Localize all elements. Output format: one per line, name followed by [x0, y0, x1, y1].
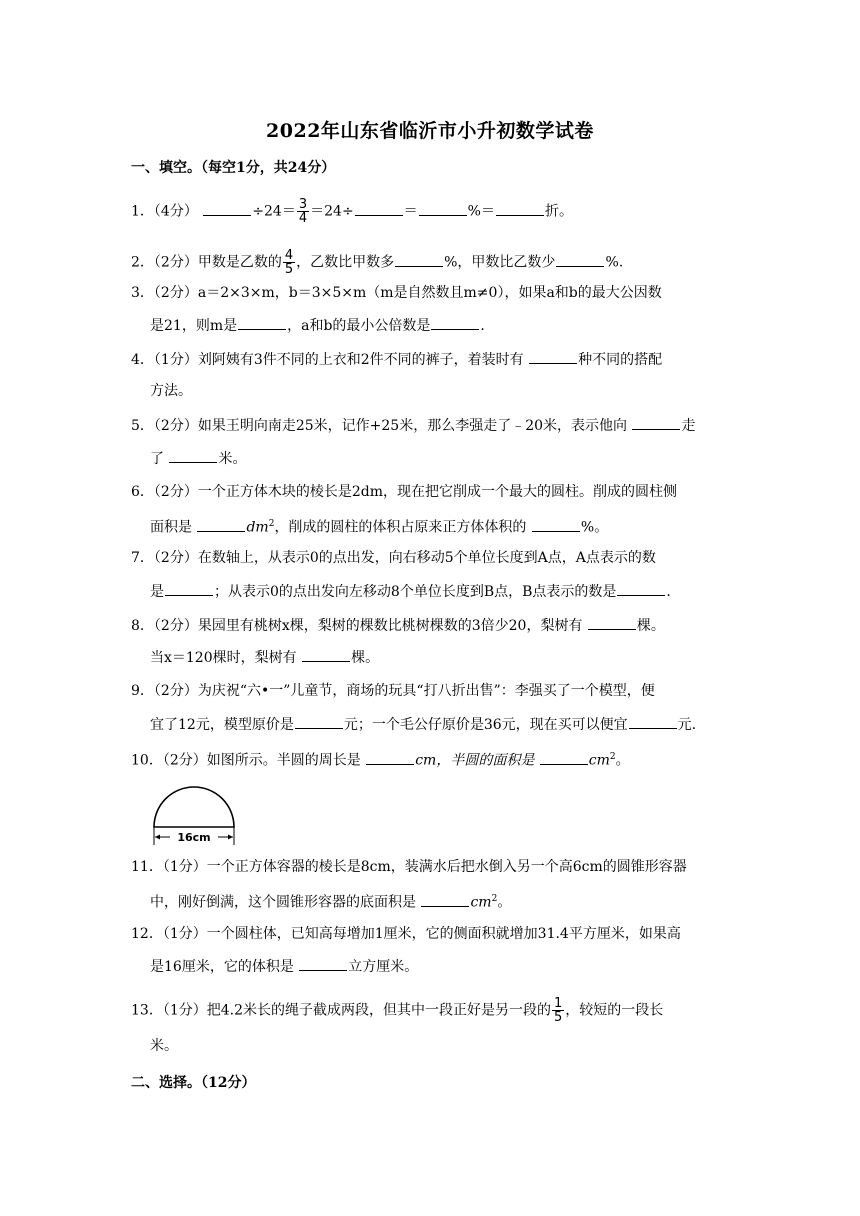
- answer-blank[interactable]: [203, 201, 251, 216]
- answer-blank[interactable]: [431, 315, 479, 330]
- section-heading-fill-in: 一、填空。（每空1分，共24分）: [131, 160, 336, 176]
- answer-blank[interactable]: [540, 750, 588, 765]
- answer-blank[interactable]: [395, 252, 443, 267]
- section-heading-choice: 二、选择。（12分）: [131, 1075, 256, 1091]
- question-9-line-2: 宜了12元，模型原价是 元；一个毛公仔原价是36元，现在买可以便宜 元.: [150, 714, 696, 735]
- semicircle-shape: [154, 787, 234, 827]
- question-6-line-2: 面积是 $dm^2$，削成的圆柱的体积占原来正方体体积的 %。: [150, 514, 608, 538]
- answer-blank[interactable]: [532, 517, 580, 532]
- question-10: 10．（2分）如图所示。半圆的周长是 cm，半圆的面积是 $cm^2$。: [131, 747, 731, 771]
- fraction: $\frac{1}{5}$: [554, 996, 563, 1025]
- question-6: 6．（2分）一个正方体木块的棱长是2dm，现在把它削成一个最大的圆柱。削成的圆柱侧: [131, 484, 677, 500]
- answer-blank[interactable]: [169, 448, 217, 463]
- answer-blank[interactable]: [197, 517, 245, 532]
- question-1: 1．（4分） ÷24＝ $\frac{3}{4}$ ＝24÷ ＝ %＝ 折。: [131, 197, 573, 226]
- question-7: 7．（2分）在数轴上，从表示0的点出发，向右移动5个单位长度到A点，A点表示的数: [131, 550, 656, 566]
- arrow-right-icon: [228, 835, 233, 840]
- page-title: 2022年山东省临沂市小升初数学试卷: [266, 120, 594, 142]
- question-11: 11．（1分）一个正方体容器的棱长是8cm，装满水后把水倒入另一个高6cm的圆锥形容器: [131, 859, 687, 875]
- question-5: 5．（2分）如果王明向南走25米，记作+25米，那么李强走了﹣20米，表示他向 走: [131, 415, 731, 436]
- answer-blank[interactable]: [556, 252, 604, 267]
- answer-blank[interactable]: [629, 714, 677, 729]
- fraction: $\frac{3}{4}$: [298, 197, 308, 226]
- question-4: 4．（1分）刘阿姨有3件不同的上衣和2件不同的裤子，着装时有 种不同的搭配: [131, 349, 731, 370]
- answer-blank[interactable]: [165, 581, 213, 596]
- question-8: 8．（2分）果园里有桃树x棵，梨树的棵数比桃树棵数的3倍少20，梨树有 棵。: [131, 615, 731, 636]
- diameter-label: 16cm: [177, 831, 211, 844]
- answer-blank[interactable]: [588, 615, 636, 630]
- answer-blank[interactable]: [355, 201, 403, 216]
- semicircle-figure: [148, 781, 240, 847]
- question-3: 3．（2分）a＝2×3×m，b＝3×5×m（m是自然数且m≠0），如果a和b的最大公因数: [131, 285, 662, 301]
- question-12-line-2: 是16厘米，它的体积是 立方厘米。: [150, 956, 418, 977]
- question-9: 9．（2分）为庆祝“六•一”儿童节，商场的玩具“打八折出售”：李强买了一个模型，便: [131, 683, 655, 699]
- question-7-line-2: 是 ；从表示0的点出发向左移动8个单位长度到B点，B点表示的数是 .: [150, 581, 671, 602]
- question-8-line-2: 当x＝120棵时，梨树有 棵。: [150, 647, 379, 668]
- arrow-left-icon: [155, 835, 160, 840]
- question-13: 13．（1分）把4.2米长的绳子截成两段，但其中一段正好是另一段的 $\frac{1}{5}$ ，较短的一段长: [131, 996, 664, 1025]
- question-5-line-2: 了 米。: [150, 448, 246, 469]
- answer-blank[interactable]: [366, 750, 414, 765]
- answer-blank[interactable]: [238, 315, 286, 330]
- question-12: 12．（1分）一个圆柱体，已知高每增加1厘米，它的侧面积就增加31.4平方厘米，如果高: [131, 926, 681, 942]
- question-3-line-2: 是21，则m是 ，a和b的最小公倍数是 .: [150, 315, 485, 336]
- question-13-line-2: 米。: [150, 1038, 178, 1054]
- answer-blank[interactable]: [496, 201, 544, 216]
- fraction: $\frac{4}{5}$: [284, 248, 294, 277]
- answer-blank[interactable]: [419, 201, 467, 216]
- answer-blank[interactable]: [295, 714, 343, 729]
- answer-blank[interactable]: [632, 415, 680, 430]
- question-2: 2．（2分）甲数是乙数的 $\frac{4}{5}$ ，乙数比甲数多 %，甲数比乙数少 %.: [131, 248, 624, 277]
- answer-blank[interactable]: [299, 956, 347, 971]
- answer-blank[interactable]: [302, 647, 350, 662]
- question-11-line-2: 中，刚好倒满，这个圆锥形容器的底面积是 $cm^2$。: [150, 889, 511, 913]
- question-4-line-2: 方法。: [150, 383, 192, 399]
- answer-blank[interactable]: [529, 349, 577, 364]
- answer-blank[interactable]: [617, 581, 665, 596]
- answer-blank[interactable]: [421, 892, 469, 907]
